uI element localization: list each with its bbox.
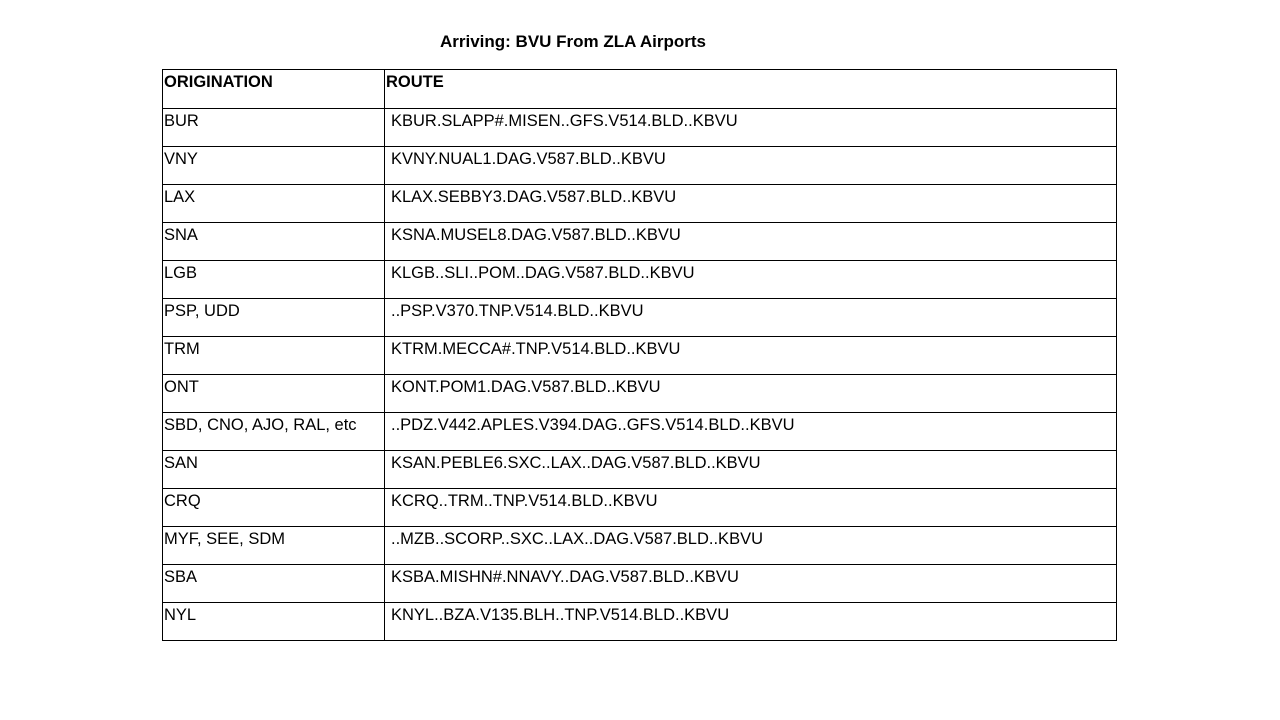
column-header-origination: ORIGINATION — [163, 70, 385, 109]
table-row — [163, 451, 1117, 489]
table-row — [163, 337, 1117, 375]
route-cell: KVNY.NUAL1.DAG.V587.BLD..KBVU — [385, 147, 1117, 185]
column-header-route: ROUTE — [385, 70, 1117, 109]
origination-cell: SAN — [163, 451, 385, 489]
table-row — [163, 527, 1117, 565]
document-title: Arriving: BVU From ZLA Airports — [439, 32, 707, 51]
route-cell: KONT.POM1.DAG.V587.BLD..KBVU — [385, 375, 1117, 413]
table-row — [163, 375, 1117, 413]
table-row — [163, 261, 1117, 299]
route-cell: KTRM.MECCA#.TNP.V514.BLD..KBVU — [385, 337, 1117, 375]
origination-cell: MYF, SEE, SDM — [163, 527, 385, 565]
origination-cell: SBA — [163, 565, 385, 603]
table-row — [163, 185, 1117, 223]
route-table — [162, 69, 1117, 641]
origination-cell: PSP, UDD — [163, 299, 385, 337]
table-row — [163, 413, 1117, 451]
route-cell: KCRQ..TRM..TNP.V514.BLD..KBVU — [385, 489, 1117, 527]
origination-cell: SNA — [163, 223, 385, 261]
origination-cell: ONT — [163, 375, 385, 413]
route-cell: KLGB..SLI..POM..DAG.V587.BLD..KBVU — [385, 261, 1117, 299]
table-row — [163, 489, 1117, 527]
route-cell: KNYL..BZA.V135.BLH..TNP.V514.BLD..KBVU — [385, 603, 1117, 641]
origination-cell: VNY — [163, 147, 385, 185]
route-cell: KSBA.MISHN#.NNAVY..DAG.V587.BLD..KBVU — [385, 565, 1117, 603]
origination-cell: LAX — [163, 185, 385, 223]
route-cell: KSNA.MUSEL8.DAG.V587.BLD..KBVU — [385, 223, 1117, 261]
route-cell: KBUR.SLAPP#.MISEN..GFS.V514.BLD..KBVU — [385, 109, 1117, 147]
origination-cell: LGB — [163, 261, 385, 299]
route-cell: KSAN.PEBLE6.SXC..LAX..DAG.V587.BLD..KBVU — [385, 451, 1117, 489]
route-cell: KLAX.SEBBY3.DAG.V587.BLD..KBVU — [385, 185, 1117, 223]
origination-cell: TRM — [163, 337, 385, 375]
origination-cell: CRQ — [163, 489, 385, 527]
table-row — [163, 109, 1117, 147]
route-cell: ..MZB..SCORP..SXC..LAX..DAG.V587.BLD..KBVU — [385, 527, 1117, 565]
table-row — [163, 223, 1117, 261]
table-header-row — [163, 70, 1117, 109]
table-row — [163, 603, 1117, 641]
table-row — [163, 565, 1117, 603]
route-cell: ..PSP.V370.TNP.V514.BLD..KBVU — [385, 299, 1117, 337]
table-row — [163, 299, 1117, 337]
table-body — [163, 109, 1117, 641]
origination-cell: SBD, CNO, AJO, RAL, etc — [163, 413, 385, 451]
route-cell: ..PDZ.V442.APLES.V394.DAG..GFS.V514.BLD..KBVU — [385, 413, 1117, 451]
origination-cell: BUR — [163, 109, 385, 147]
table-row — [163, 147, 1117, 185]
origination-cell: NYL — [163, 603, 385, 641]
